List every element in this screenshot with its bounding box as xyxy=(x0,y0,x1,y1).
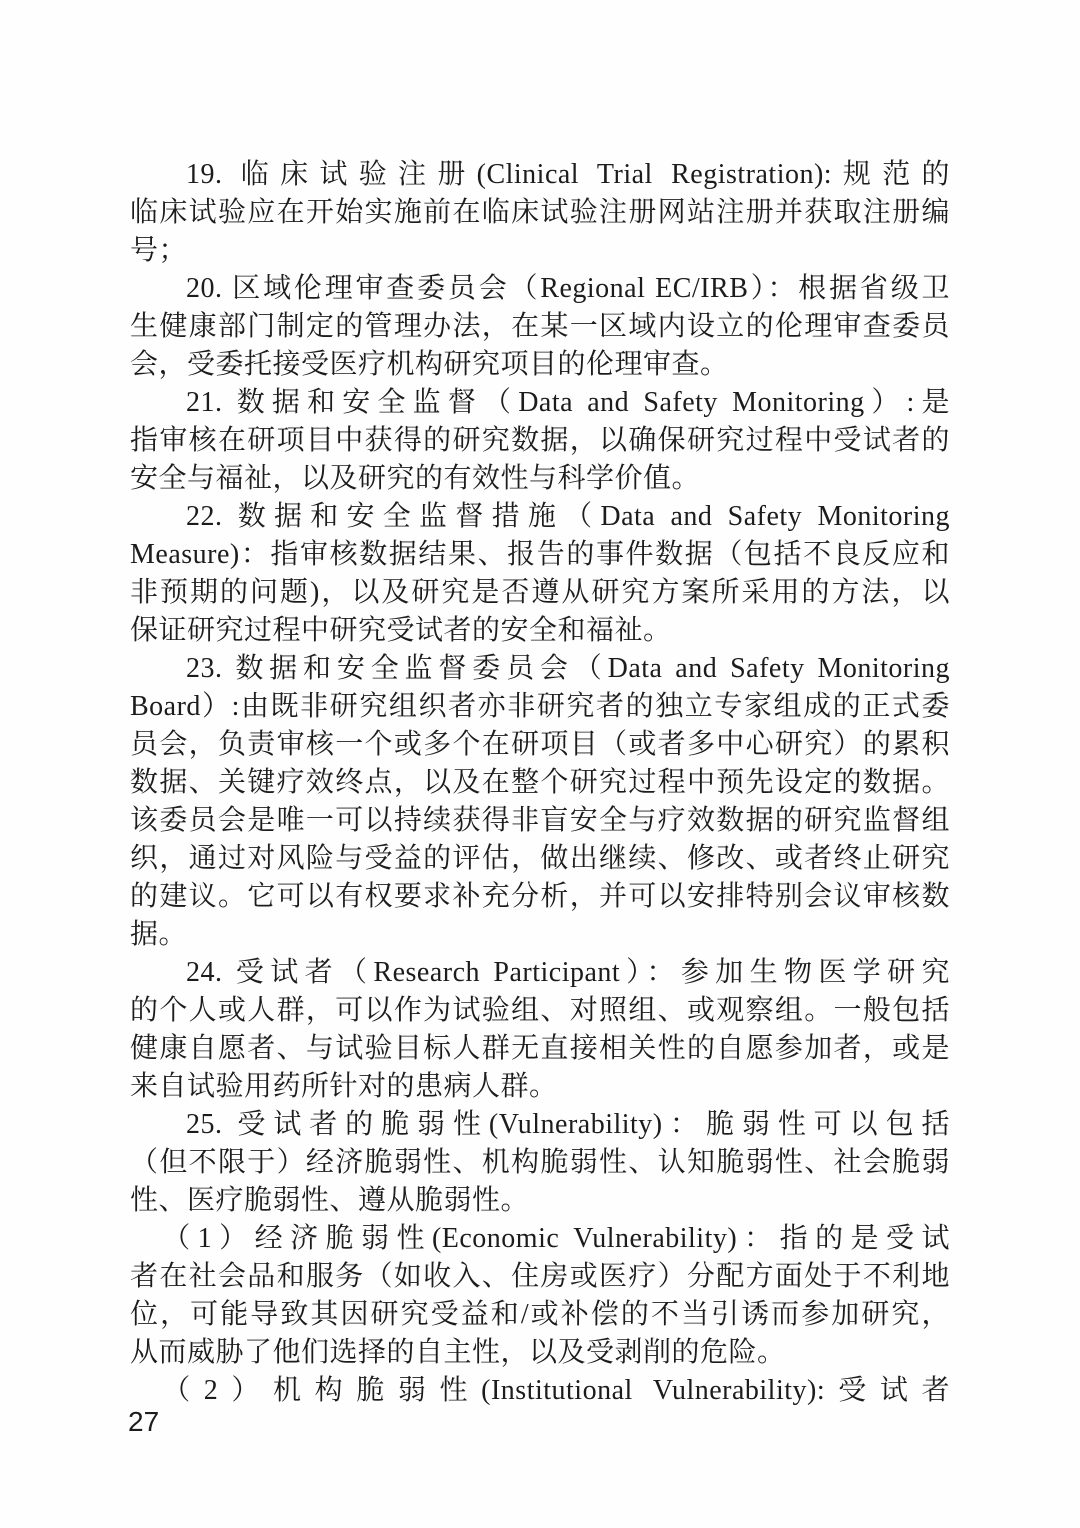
paragraph-term-22 xyxy=(130,498,950,650)
text-line: 生健康部门制定的管理办法，在某一区域内设立的伦理审查委员 xyxy=(130,311,950,342)
text-line: 20. 区域伦理审查委员会（Regional EC/IRB）：根据省级卫 xyxy=(186,273,950,304)
text-line: Measure)：指审核数据结果、报告的事件数据（包括不良反应和 xyxy=(130,539,950,570)
text-line: 据。 xyxy=(130,919,188,950)
text-line: 员会，负责审核一个或多个在研项目（或者多中心研究）的累积 xyxy=(130,729,950,760)
paragraph-term-21 xyxy=(130,384,950,498)
text-line: 25. 受试者的脆弱性(Vulnerability)：脆弱性可以包括 xyxy=(186,1109,950,1140)
text-line: 21. 数据和安全监督（Data and Safety Monitoring）:是 xyxy=(186,387,950,418)
text-line: 健康自愿者、与试验目标人群无直接相关性的自愿参加者，或是 xyxy=(130,1033,950,1064)
text-line: 保证研究过程中研究受试者的安全和福祉。 xyxy=(130,615,672,646)
text-line: 该委员会是唯一可以持续获得非盲安全与疗效数据的研究监督组 xyxy=(130,805,950,836)
text-line: 的建议。它可以有权要求补充分析，并可以安排特别会议审核数 xyxy=(130,881,950,912)
page-number: 27 xyxy=(128,1406,160,1437)
text-line: （1）经济脆弱性(Economic Vulnerability)：指的是受试 xyxy=(162,1223,950,1254)
paragraph-term-20 xyxy=(130,270,950,384)
text-line: Board）:由既非研究组织者亦非研究者的独立专家组成的正式委 xyxy=(130,691,950,722)
paragraph-term-25 xyxy=(130,1106,950,1220)
paragraph-term-23 xyxy=(130,650,950,954)
paragraph-term-24 xyxy=(130,954,950,1106)
text-line: 临床试验应在开始实施前在临床试验注册网站注册并获取注册编 xyxy=(130,197,950,228)
text-line: 数据、关键疗效终点，以及在整个研究过程中预先设定的数据。 xyxy=(130,767,950,798)
text-line: 23. 数据和安全监督委员会（Data and Safety Monitoring xyxy=(186,653,950,684)
paragraph-term-19 xyxy=(130,156,950,270)
text-line: 的个人或人群，可以作为试验组、对照组、或观察组。一般包括 xyxy=(130,995,950,1026)
paragraph-sub-item-2 xyxy=(130,1372,950,1410)
text-line: 位，可能导致其因研究受益和/或补偿的不当引诱而参加研究， xyxy=(130,1299,950,1330)
text-line: 从而威胁了他们选择的自主性，以及受剥削的危险。 xyxy=(130,1337,786,1368)
text-line: （但不限于）经济脆弱性、机构脆弱性、认知脆弱性、社会脆弱 xyxy=(130,1147,950,1178)
text-line: 性、医疗脆弱性、遵从脆弱性。 xyxy=(130,1185,530,1216)
text-line: 号； xyxy=(130,235,188,266)
page-footer xyxy=(128,1406,159,1438)
paragraph-sub-item-1 xyxy=(130,1220,950,1372)
text-line: 指审核在研项目中获得的研究数据，以确保研究过程中受试者的 xyxy=(130,425,950,456)
text-line: 22. 数据和安全监督措施（Data and Safety Monitoring xyxy=(186,501,950,532)
text-line: 非预期的问题)，以及研究是否遵从研究方案所采用的方法，以 xyxy=(130,577,950,608)
text-line: 安全与福祉，以及研究的有效性与科学价值。 xyxy=(130,463,701,494)
document-body xyxy=(130,156,950,1410)
text-line: 织，通过对风险与受益的评估，做出继续、修改、或者终止研究 xyxy=(130,843,950,874)
text-line: 来自试验用药所针对的患病人群。 xyxy=(130,1071,558,1102)
text-line: （2）机构脆弱性(Institutional Vulnerability):受试者 xyxy=(162,1375,950,1406)
text-line: 24. 受试者（Research Participant）：参加生物医学研究 xyxy=(186,957,950,988)
text-line: 会，受委托接受医疗机构研究项目的伦理审查。 xyxy=(130,349,729,380)
text-line: 者在社会品和服务（如收入、住房或医疗）分配方面处于不利地 xyxy=(130,1261,950,1292)
text-line: 19. 临床试验注册(Clinical Trial Registration):规范的 xyxy=(186,159,950,190)
